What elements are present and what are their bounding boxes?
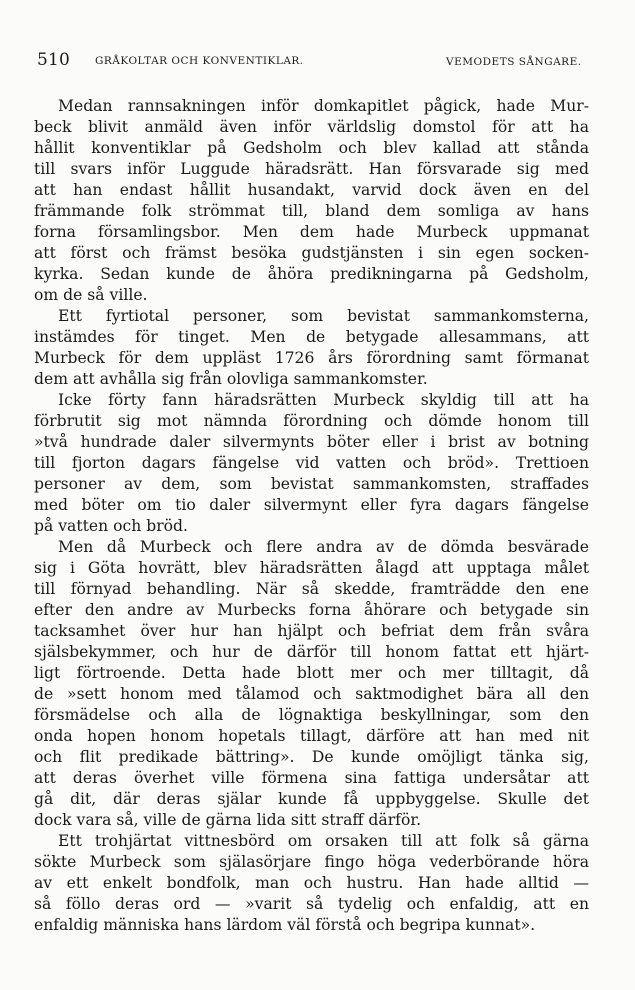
text-line: sökte Murbeck som själasörjare fingo höga vederbörande höra (34, 853, 589, 871)
text-line: beck blivit anmäld även inför världslig domstol för att ha (34, 118, 589, 136)
text-line: så föllo deras ord — »varit så tydelig och enfaldig, att en (34, 895, 589, 913)
text-line: Ett trohjärtat vittnesbörd om orsaken till att folk så gärna (58, 832, 589, 850)
body-text (34, 96, 589, 936)
text-line: av ett enkelt bondfolk, man och hustru. Han hade alltid — (34, 874, 589, 892)
text-line: Men då Murbeck och flere andra av de dömda besvärade (58, 538, 589, 556)
page-header (37, 50, 592, 78)
text-line: själsbekymmer, och hur de därför till honom fattat ett hjärt- (34, 643, 589, 661)
text-line: till förnyad behandling. När så skedde, framträdde den ene (34, 580, 589, 598)
text-line: främmande folk strömmat till, bland dem somliga av hans (34, 202, 589, 220)
text-line: och flit predikade bättring». De kunde omöjligt tänka sig, (34, 748, 589, 766)
text-line: Ett fyrtiotal personer, som bevistat sammankomsterna, (58, 307, 589, 325)
text-line: Medan rannsakningen inför domkapitlet pågick, hade Mur- (58, 97, 589, 115)
running-head-right: VEMODETS SÅNGARE. (446, 56, 582, 68)
text-line: dem att avhålla sig från olovliga sammankomster. (34, 370, 428, 388)
running-head-left: GRÅKOLTAR OCH KONVENTIKLAR. (95, 55, 304, 67)
text-line: hållit konventiklar på Gedsholm och blev kallad att stånda (34, 139, 589, 157)
text-line: ligt förtroende. Detta hade blott mer och mer tilltagit, då (34, 664, 589, 682)
text-line: dock vara så, ville de gärna lida sitt straff därför. (34, 811, 422, 829)
text-line: tacksamhet över hur han hjälpt och befriat dem från svåra (34, 622, 589, 640)
text-line: Icke förty fann häradsrätten Murbeck skyldig till att ha (58, 391, 589, 409)
text-line: att han endast hållit husandakt, varvid dock även en del (34, 181, 589, 199)
text-line: onda hopen honom hopetals tillagt, därföre att han med nit (34, 727, 589, 745)
text-line: att först och främst besöka gudstjänsten i sin egen socken- (34, 244, 589, 262)
text-line: om de så ville. (34, 286, 148, 304)
text-line: att deras överhet ville förmena sina fattiga undersåtar att (34, 769, 589, 787)
text-line: »två hundrade daler silvermynts böter eller i brist av botning (34, 433, 589, 451)
text-line: personer av dem, som bevistat sammankomsten, straffades (34, 475, 589, 493)
text-line: till svars inför Luggude häradsrätt. Han försvarade sig med (34, 160, 589, 178)
text-line: kyrka. Sedan kunde de åhöra predikningarna på Gedsholm, (34, 265, 589, 283)
text-line: enfaldig människa hans lärdom väl förstå och begripa kunnat». (34, 916, 536, 934)
text-line: försmädelse och alla de lögnaktiga beskyllningar, som den (34, 706, 589, 724)
text-line: sig i Göta hovrätt, blev häradsrätten ålagd att upptaga målet (34, 559, 589, 577)
text-line: efter den andre av Murbecks forna åhörare och betygade sin (34, 601, 589, 619)
page-number: 510 (37, 50, 71, 70)
text-line: förbrutit sig mot nämnda förordning och dömde honom till (34, 412, 589, 430)
text-line: instämdes för tinget. Men de betygade allesammans, att (34, 328, 589, 346)
text-line: till fjorton dagars fängelse vid vatten och bröd». Trettioen (34, 454, 589, 472)
text-line: med böter om tio daler silvermynt eller fyra dagars fängelse (34, 496, 589, 514)
text-line: gå dit, där deras själar kunde få uppbyggelse. Skulle det (34, 790, 589, 808)
text-line: forna församlingsbor. Men dem hade Murbeck uppmanat (34, 223, 589, 241)
text-line: på vatten och bröd. (34, 517, 188, 535)
text-line: Murbeck för dem uppläst 1726 års förordning samt förmanat (34, 349, 589, 367)
text-line: de »sett honom med tålamod och saktmodighet bära all den (34, 685, 589, 703)
